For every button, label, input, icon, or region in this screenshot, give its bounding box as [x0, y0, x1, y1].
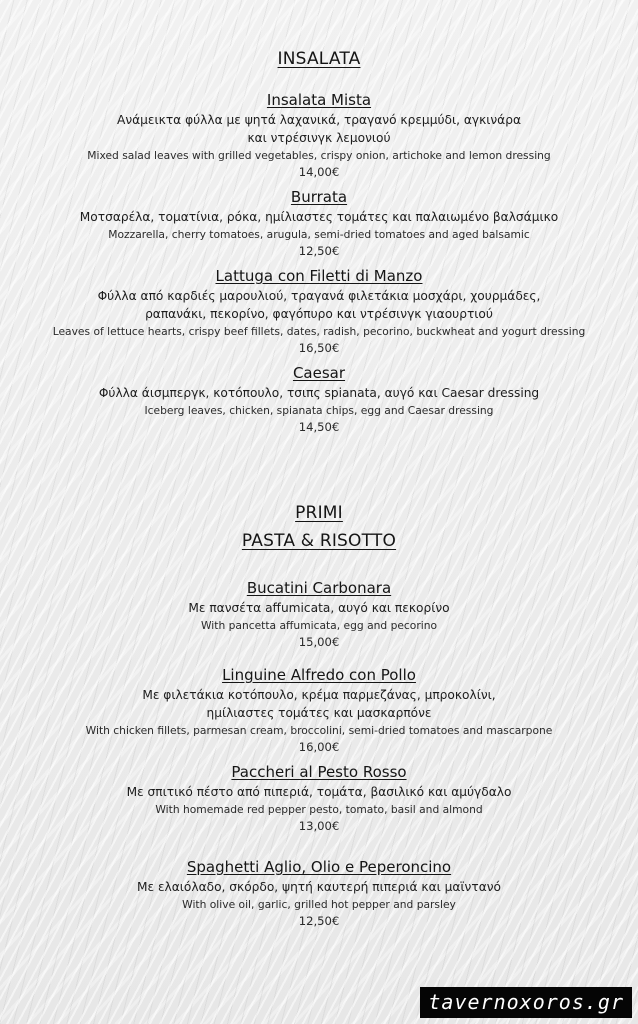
- dish-description-english: Mozzarella, cherry tomatoes, arugula, semi-dried tomatoes and aged balsamic: [108, 228, 530, 241]
- dish-name: Lattuga con Filetti di Manzo: [215, 267, 423, 285]
- dish-price: 14,00€: [298, 165, 340, 179]
- dish-description-english: With olive oil, garlic, grilled hot pepper and parsley: [182, 898, 456, 911]
- dish-description-greek: Με φιλετάκια κοτόπουλο, κρέμα παρμεζάνας, μπροκολίνι,: [142, 688, 496, 702]
- dish-name: Caesar: [292, 364, 346, 382]
- section-title: INSALATA: [277, 49, 361, 69]
- dish-insalata-mista: [0, 90, 638, 181]
- watermark-label: tavernoxoros.gr: [420, 987, 632, 1018]
- dish-description-greek-line2: ραπανάκι, πεκορίνο, φαγόπυρο και ντρέσινγκ γιαουρτιού: [145, 307, 493, 321]
- dish-burrata: [0, 187, 638, 260]
- dish-lattuga-con-filetti-di-manzo: [0, 266, 638, 357]
- dish-description-greek-line2: ημίλιαστες τομάτες και μασκαρπόνε: [206, 706, 432, 720]
- section-title: PRIMI: [295, 503, 343, 523]
- dish-name: Linguine Alfredo con Pollo: [222, 666, 416, 684]
- dish-paccheri-al-pesto-rosso: [0, 762, 638, 835]
- dish-description-greek-line2: και ντρέσινγκ λεμονιού: [247, 131, 391, 145]
- dish-caesar: [0, 363, 638, 436]
- dish-price: 15,00€: [298, 635, 340, 649]
- dish-price: 13,00€: [298, 819, 340, 833]
- dish-description-english: Leaves of lettuce hearts, crispy beef fillets, dates, radish, pecorino, buckwheat and yogurt dressing: [52, 325, 586, 338]
- dish-description-greek: Με πανσέτα affumicata, αυγό και πεκορίνο: [188, 601, 450, 615]
- dish-description-english: With pancetta affumicata, egg and pecorino: [200, 619, 438, 632]
- dish-description-greek: Ανάμεικτα φύλλα με ψητά λαχανικά, τραγανό κρεμμύδι, αγκινάρα: [117, 113, 521, 127]
- dish-name: Spaghetti Aglio, Olio e Peperoncino: [186, 858, 452, 876]
- dish-description-greek: Μοτσαρέλα, τοματίνια, ρόκα, ημίλιαστες τομάτες και παλαιωμένο βαλσάμικο: [79, 210, 559, 224]
- dish-price: 12,50€: [298, 244, 340, 258]
- dish-description-greek: Με σπιτικό πέστο από πιπεριά, τομάτα, βασιλικό και αμύγδαλο: [126, 785, 512, 799]
- dish-price: 16,00€: [298, 740, 340, 754]
- dish-linguine-alfredo-con-pollo: [0, 665, 638, 756]
- section-primi: [0, 500, 638, 930]
- dish-description-english: With homemade red pepper pesto, tomato, basil and almond: [155, 803, 483, 816]
- dish-name: Bucatini Carbonara: [246, 579, 392, 597]
- dish-description-greek: Φύλλα άισμπεργκ, κοτόπουλο, τσιπς spianata, αυγό και Caesar dressing: [98, 386, 540, 400]
- dish-name: Paccheri al Pesto Rosso: [231, 763, 407, 781]
- dish-name: Insalata Mista: [266, 91, 372, 109]
- dish-description-greek: Φύλλα από καρδιές μαρουλιού, τραγανά φιλετάκια μοσχάρι, χουρμάδες,: [97, 289, 541, 303]
- dish-price: 14,50€: [298, 420, 340, 434]
- dish-price: 16,50€: [298, 341, 340, 355]
- dish-description-english: Mixed salad leaves with grilled vegetables, crispy onion, artichoke and lemon dressing: [87, 149, 551, 162]
- dish-description-english: Iceberg leaves, chicken, spianata chips, egg and Caesar dressing: [144, 404, 494, 417]
- dish-description-english: With chicken fillets, parmesan cream, broccolini, semi-dried tomatoes and mascarpone: [85, 724, 553, 737]
- dish-spaghetti-aglio-olio-e-peperoncino: [0, 857, 638, 930]
- dish-description-greek: Με ελαιόλαδο, σκόρδο, ψητή καυτερή πιπεριά και μαϊντανό: [136, 880, 501, 894]
- dish-price: 12,50€: [298, 914, 340, 928]
- section-subtitle: PASTA & RISOTTO: [241, 531, 397, 551]
- section-insalata: [0, 0, 638, 436]
- dish-name: Burrata: [290, 188, 348, 206]
- dish-bucatini-carbonara: [0, 578, 638, 651]
